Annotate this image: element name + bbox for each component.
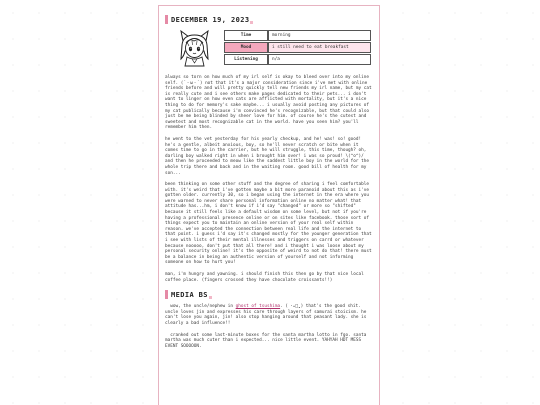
status-key: Mood — [224, 42, 268, 53]
status-row-listening — [224, 54, 371, 65]
media-item — [165, 304, 373, 326]
entry-paragraph: been thinking on some other stuff and the degree of sharing i feel comfortable with. it's weird that i've gotten maybe a bit more paranoid about this as i've gotten older. currently 30, so i began using the internet in the era where you were warned to never share personal information online no matter what! that attitude has...hm, i don't know if i'd say "changed" or more so "shifted" because it still feels like a default wisdom on some level, but not if you're having a professional presence online or on sites like facebook. those sort of things expect you to maintain an online version of your real self within reason. we've accepted the connection between real life and the internet to that point. i guess i'd say it's changed mostly for the younger generation that i see with lists of their mental illnesses and triggers on carrd or whatever because nooooo, don't put that all there! and i thought i was loose about my personal security online! it's the opposite of weird to not do that! there must be a balance in being an authentic version of yourself and not informing someone on how to hurt you! — [165, 182, 372, 266]
media-item-text: wow, the uncle/nephew in — [170, 304, 236, 310]
status-row-mood — [224, 42, 371, 53]
entry-date-heading — [165, 14, 373, 25]
media-heading — [165, 289, 373, 300]
avatar — [177, 29, 212, 67]
journal-entry — [158, 5, 380, 405]
media-heading-label: MEDIA BS — [171, 290, 208, 299]
heading-accent-dot — [250, 21, 253, 24]
status-row-time — [224, 30, 371, 41]
status-value: i still need to eat breakfast — [268, 42, 371, 53]
status-value: morning — [268, 30, 371, 41]
entry-paragraph: man, i'm hungry and yawning. i should finish this then go by that nice local coffee place. (fingers crossed they have chocolate croissants!!) — [165, 272, 364, 283]
entry-date: DECEMBER 19, 2023 — [171, 15, 250, 24]
heading-accent-dot — [209, 296, 212, 299]
ghost-of-tsushima-link[interactable]: ghost of tsushima — [235, 304, 281, 310]
media-item — [165, 333, 373, 350]
heading-accent-bar — [165, 290, 168, 299]
status-key: Listening — [224, 54, 268, 65]
status-table — [224, 29, 371, 66]
cat-girl-avatar-icon — [177, 29, 212, 67]
status-panel — [177, 29, 373, 67]
media-item-text: . ( ･ᴗ･̥̥̥ ) that's the good shit. uncle loves jin and expresses his care through layers of samurai stoicism. he can't lose you again, jin! also stop hanging around that peasant lady. she is clearly a bad influence!! — [165, 304, 367, 326]
status-value: n/a — [268, 54, 371, 65]
status-key: Time — [224, 30, 268, 41]
entry-paragraph: he went to the vet yesterday for his yearly checkup, and he! was! so! good! he's a gentle, albeit anxious, boy, so he'll never scratch or bite when it comes time to go in the carrier, but he will struggle, this time, though? oh, darling boy walked right in when i brought him over! i was so proud! \(^o^)/ and then he proceeded to meow like the saddest little boy in the world for the whole trip there and back and in the waiting room. good bill of health for my son... — [165, 136, 369, 176]
media-item-text: cranked out some last-minute boxes for the santa martha lotto in fgo. santa martha was much cuter than i expected... nice little event. YAHYAH HDT MESS EVENT SOOOOON. — [165, 332, 367, 349]
heading-accent-bar — [165, 15, 168, 24]
entry-paragraph: always so torn on how much of my irl self is okay to bleed over into my online self. (´・ω・`) not that it's a major consideration since i've met with online friends before and will pretty quickly tell new friends my irl name, but my cat is really cute and i see others make pages dedicated to their pets... i don't want to linger on how even cats are afflicted with mortality, but it's a nice thing to do for memory's sake maybe... i usually avoid posting any pictures of my cat publically because i'm convinced he's recognizable, but that could also just be me being blinded by sheer love for him. of course he's the cutest and sweetest and most recognizable cat in the world. have you seen him? you'll remember him then. — [165, 75, 372, 131]
